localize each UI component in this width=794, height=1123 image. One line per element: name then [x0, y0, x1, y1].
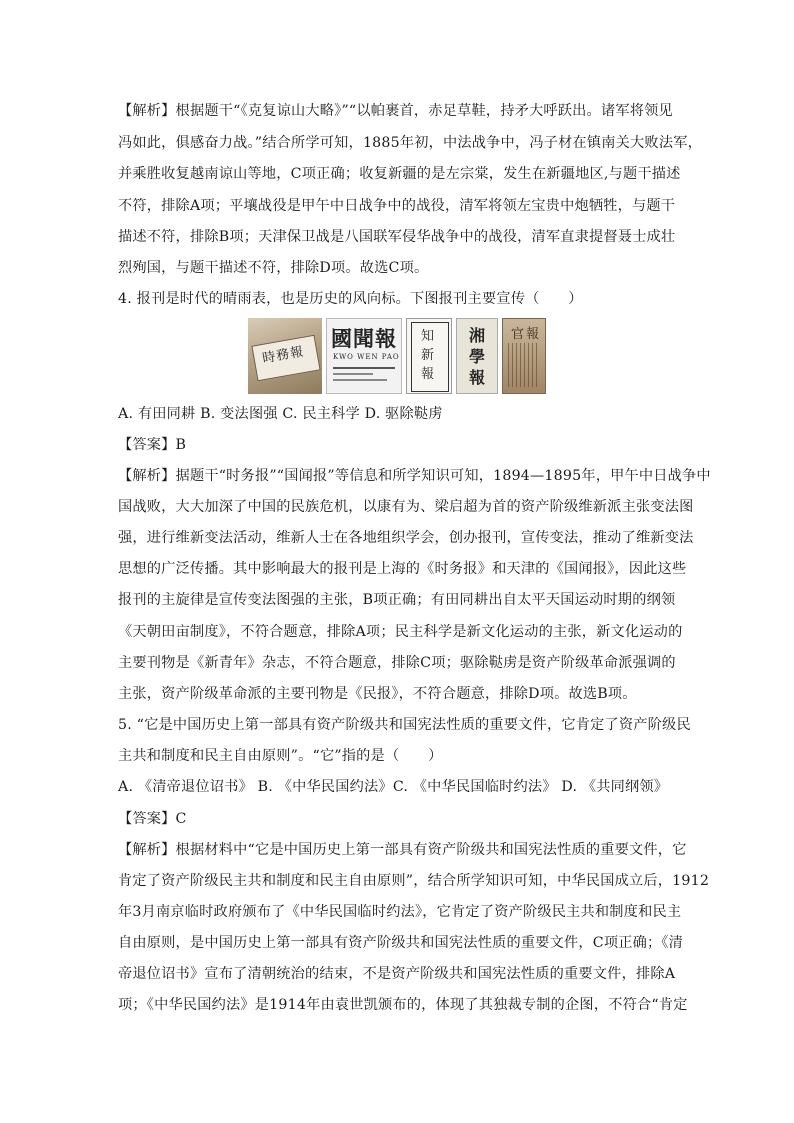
text-line: 项；《中华民国约法》是1914年由袁世凯颁布的，体现了其独裁专制的企图，不符合“肯定 [118, 997, 688, 1013]
text-line: 【解析】根据材料中“它是中国历史上第一部具有资产阶级共和国宪法性质的重要文件，它 [118, 842, 687, 858]
text-line: 国战败，大大加深了中国的民族危机，以康有为、梁启超为首的资产阶级维新派主张变法图 [118, 499, 694, 515]
guowenbao-photo [326, 318, 402, 394]
question-5-cont: 主共和制度和民主自由原则”。“它”指的是（ ） [118, 748, 443, 764]
zhixinbao-title: 知新報 [421, 329, 435, 382]
answer-5: 【答案】C [118, 811, 187, 827]
text-line: 强，进行维新变法活动，维新人士在各地组织学会，创办报刊，宣传变法，推动了维新变法 [118, 530, 694, 546]
text-line: 主张，资产阶级革命派的主要刊物是《民报》，不符合题意，排除D项。故选B项。 [118, 686, 637, 702]
question-4-options: A. 有田同耕 B. 变法图强 C. 民主科学 D. 驱除鞑虏 [118, 406, 443, 422]
text-line: 不符，排除A项；平壤战役是甲午中日战争中的战役，清军将领左宝贵中炮牺牲，与题干 [118, 198, 676, 214]
shiwubao-photo [248, 318, 322, 394]
text-line: 烈殉国，与题干描述不符，排除D项。故选C项。 [118, 260, 429, 276]
text-line: 描述不符，排除B项；天津保卫战是八国联军侵华战争中的战役，清军直隶提督聂士成壮 [118, 229, 676, 245]
text-line: 帝退位诏书》宣布了清朝统治的结束，不是资产阶级共和国宪法性质的重要文件，排除A [118, 966, 676, 982]
xiangxuebao-title: 湘學報 [469, 326, 486, 387]
zhixinbao-photo [406, 318, 452, 394]
question-5-options: A. 《清帝退位诏书》 B. 《中华民国约法》C. 《中华民国临时约法》 D. 《共同纲领》 [118, 779, 669, 795]
text-line: 思想的广泛传播。其中影响最大的报刊是上海的《时务报》和天津的《国闻报》，因此这些 [118, 561, 687, 577]
xiangxuebao-photo [456, 318, 498, 394]
text-line: 《天朝田亩制度》，不符合题意，排除A项；民主科学是新文化运动的主张，新文化运动的 [118, 624, 683, 640]
text-line: 冯如此，俱感奋力战。”结合所学可知，1885年初，中法战争中，冯子材在镇南关大败法军， [118, 135, 702, 151]
text-line: 肯定了资产阶级民主共和制度和民主自由原则”，结合所学知识可知，中华民国成立后，1912 [118, 873, 710, 889]
guowenbao-title: 國聞報 [331, 326, 397, 351]
guowenbao-roman: KWO WEN PAO [333, 353, 400, 361]
text-line: 年3月南京临时政府颁布了《中华民国临时约法》，它肯定了资产阶级民主共和制度和民主 [118, 904, 682, 920]
text-line: 【解析】根据题干“《克复谅山大略》”“以帕裹首，赤足草鞋，持矛大呼跃出。诸军将领见 [118, 103, 673, 119]
text-line: 主要刊物是《新青年》杂志，不符合题意，排除C项；驱除鞑虏是资产阶级革命派强调的 [118, 655, 676, 671]
text-line: 【解析】据题干“时务报”“国闻报”等信息和所学知识可知，1894—1895年，甲午中日战争中 [118, 468, 711, 484]
text-line: 自由原则，是中国历史上第一部具有资产阶级共和国宪法性质的重要文件，C项正确；《清 [118, 935, 684, 951]
question-4: 4. 报刊是时代的晴雨表，也是历史的风向标。下图报刊主要宣传（ ） [118, 291, 583, 307]
question-5: 5. “它是中国历史上第一部具有资产阶级共和国宪法性质的重要文件，它肯定了资产阶级民 [118, 717, 691, 733]
guanbao-photo [502, 318, 546, 394]
text-line: 报刊的主旋律是宣传变法图强的主张，B项正确；有田同耕出自太平天国运动时期的纲领 [118, 592, 676, 608]
text-line: 并乘胜收复越南谅山等地，C项正确；收复新疆的是左宗棠，发生在新疆地区,与题干描述 [118, 166, 681, 182]
answer-4: 【答案】B [118, 437, 187, 453]
newspaper-image-strip [248, 318, 546, 394]
guanbao-title: 官報 [511, 327, 542, 342]
shiwubao-title: 時務報 [261, 344, 306, 367]
